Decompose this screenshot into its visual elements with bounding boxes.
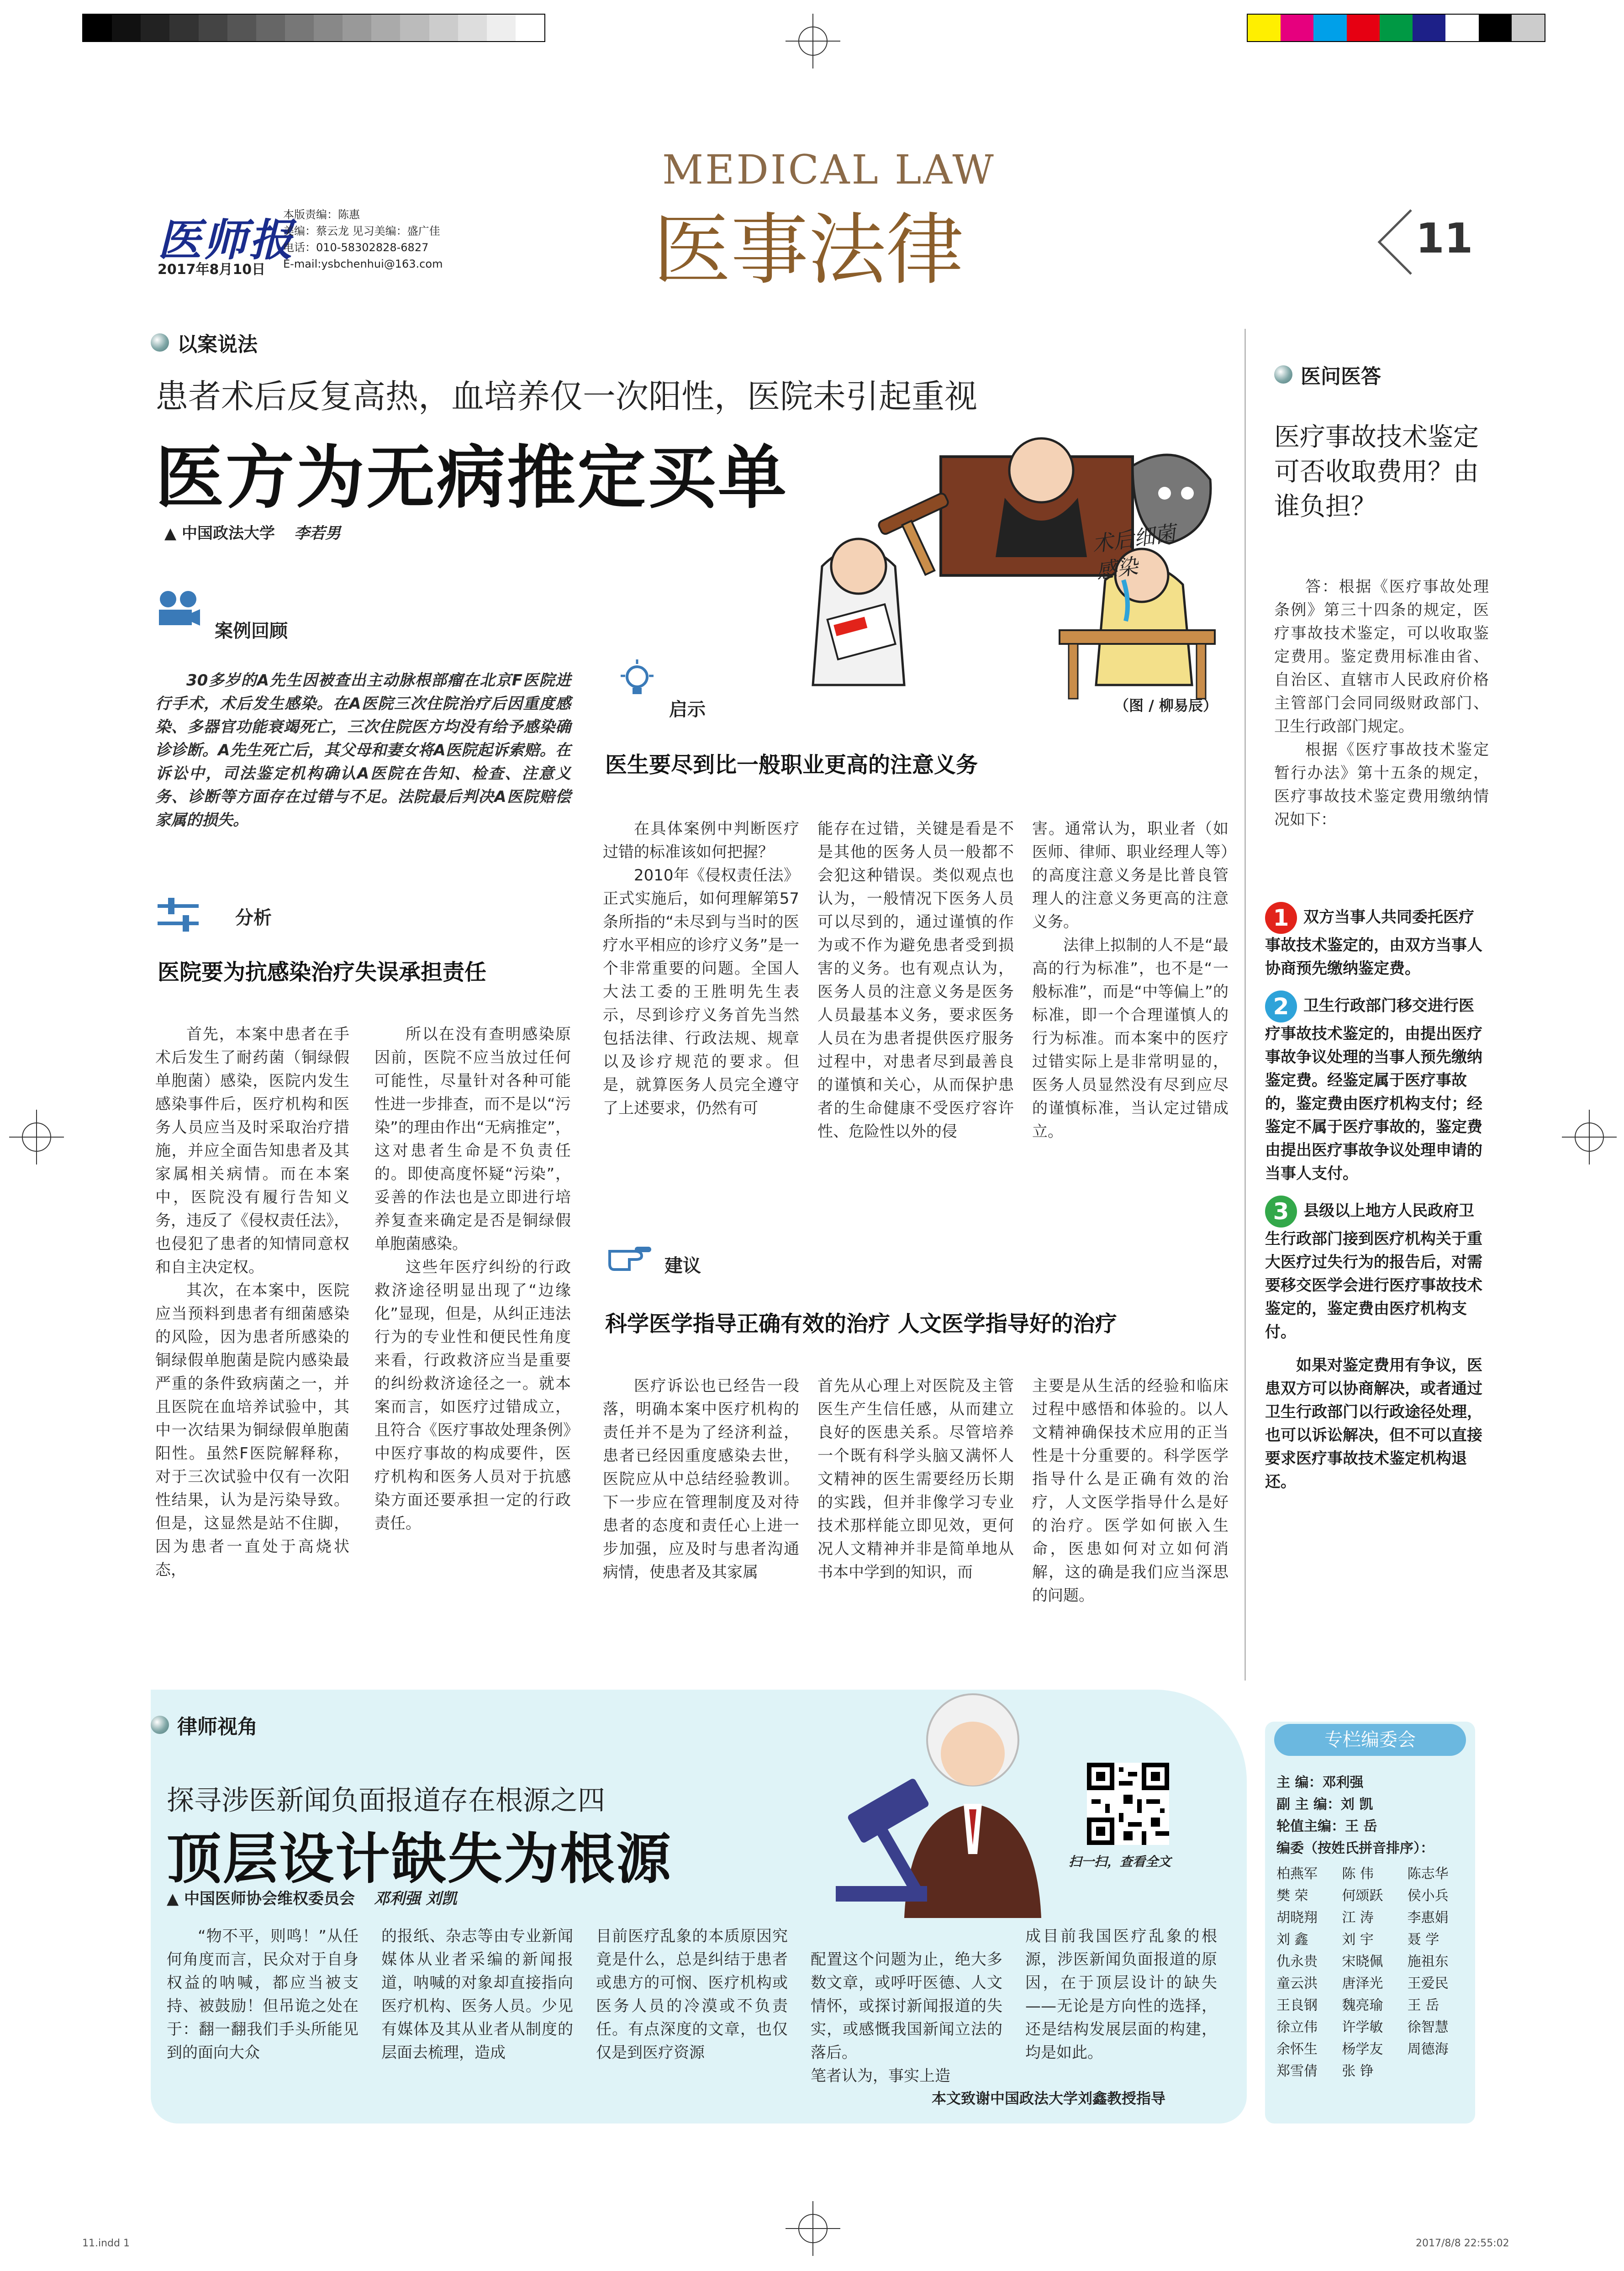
lawyer-byline: ▲ 中国医师协会维权委员会 邓利强 刘凯 bbox=[167, 1890, 457, 1908]
footer-file-name: 11.indd 1 bbox=[82, 2238, 130, 2249]
lawyer-column-4: 配置这个问题为止，绝大多数文章，或呼吁医德、人文情怀，或探讨新闻报道的失实，或感慨我国新闻立法的落后。 笔者认为，事实上造 bbox=[811, 1950, 1002, 2085]
insight-column-3: 害。通常认为，职业者（如医师、律师、职业经理人等）的高度注意义务是比普良管理人的注意义务更高的注意义务。 法律上拟制的人不是“最高的行为标准”，也不是“一般标准”，而是“中等偏上”的标准，即一个合理谨慎人的行为标准。而本案中的医疗过错实际上是非常明显的，医务人员显然没有尽到应尽的谨慎标准，当认定过错成立。 bbox=[1032, 820, 1229, 1141]
lawyer-thanks: 本文致谢中国政法大学刘鑫教授指导 bbox=[932, 2090, 1166, 2107]
column-tag-qa: 医问医答 bbox=[1274, 360, 1381, 389]
analysis-head: 分析 bbox=[235, 907, 272, 928]
qa-items bbox=[1265, 902, 1489, 1494]
color-bar bbox=[1247, 14, 1545, 42]
advice-column-1: 医疗诉讼也已经告一段落，明确本案中医疗机构的责任并不是为了经济利益，患者已经因重度感染去世，医院应从中总结经验教训。下一步应在管理制度及对待患者的态度和责任心上进一步加强，应及时与患者沟通病情，使患者及其家属 bbox=[603, 1377, 799, 1581]
column-divider bbox=[1244, 329, 1246, 1681]
editorial-board-title: 专栏编委会 bbox=[1274, 1724, 1466, 1756]
case-headline: 医方为无病推定买单 bbox=[155, 438, 789, 518]
registration-mark-top bbox=[786, 14, 840, 68]
editorial-board-members: 柏燕军 陈 伟 陈志华 樊 荣 何颂跃 侯小兵 胡晓翔 江 涛 李惠娟 刘 鑫 刘 宇 聂 学 仇永贵 宋晓佩 施祖东 童云洪 唐泽光 王爱民 王良钢 魏亮瑜 王 岳 徐立伟 许学敏 徐智慧 余怀生 杨学友 周德海 郑雪倩 张 铮 bbox=[1276, 1866, 1449, 2079]
section-title: 医事法律 bbox=[653, 205, 964, 295]
editor-credits: 本版责编：陈惠 美编：蔡云龙 见习美编：盛广佳 电话：010-58302828-6827 E-mail:ysbchenhui@163.com bbox=[283, 208, 443, 270]
grayscale-bar bbox=[82, 14, 545, 42]
registration-mark-left bbox=[9, 1110, 64, 1164]
case-byline: ▲ 中国政法大学 李若男 bbox=[164, 524, 341, 543]
registration-mark-bottom bbox=[786, 2201, 840, 2256]
qa-answer: 答：根据《医疗事故处理条例》第三十四条的规定，医疗事故技术鉴定，可以收取鉴定费用。鉴定费用标准由省、自治区、直辖市人民政府价格主管部门会同同级财政部门、卫生行政部门规定。 根据《医疗事故技术鉴定暂行办法》第十五条的规定，医疗事故技术鉴定费用缴纳情况如下： bbox=[1274, 578, 1489, 829]
insight-column-2: 能存在过错，关键是看是不是其他的医务人员一般都不会犯这种错误。类似观点也认为，一般情况下医务人员可以尽到的，通过谨慎的作为或不作为避免患者受到损害的义务。也有观点认为，医务人员的注意义务是医务人员最基本义务，要求医务人员在为患者提供医疗服务过程中，对患者尽到最善良的谨慎和关心，从而保护患者的生命健康不受医疗容许性、危险性以外的侵 bbox=[817, 820, 1014, 1141]
lightbulb-icon bbox=[614, 658, 660, 699]
lawyer-column-5: 成目前我国医疗乱象的根源，涉医新闻负面报道的原因，在于顶层设计的缺失——无论是方向性的选择，还是结构发展层面的构建，均是如此。 bbox=[1025, 1927, 1217, 2062]
footer-timestamp: 2017/8/8 22:55:02 bbox=[1416, 2238, 1509, 2249]
insight-column-1: 在具体案例中判断医疗过错的标准该如何把握？ 2010年《侵权责任法》正式实施后，如何理解第57条所指的“未尽到与当时的医疗水平相应的诊疗义务”是一个非常重要的问题。全国人大法工委的王胜明先生表示，尽到诊疗义务首先当然包括法律、行政法规、规章以及诊疗规范的要求。但是，就算医务人员完全遵守了上述要求，仍然有可 bbox=[603, 820, 799, 1117]
lawyer-column-2: 的报纸、杂志等由专业新闻媒体从业者采编的新闻报道，呐喊的对象却直接指向医疗机构、医务人员。少见有媒体及其从业者从制度的层面去梳理，造成 bbox=[381, 1927, 573, 2062]
number-badge: 3 bbox=[1265, 1196, 1297, 1228]
bullet-icon bbox=[151, 1716, 169, 1734]
lawyer-column-3: 目前医疗乱象的本质原因究竟是什么，总是纠结于患者或患方的可悯、医疗机构或医务人员的冷漠或不负责任。有点深度的文章，也仅仅是到医疗资源 bbox=[596, 1927, 788, 2062]
advice-subhead: 科学医学指导正确有效的治疗 人文医学指导好的治疗 bbox=[605, 1311, 1117, 1337]
review-head: 案例回顾 bbox=[215, 621, 288, 642]
case-review-text: 30多岁的A先生因被查出主动脉根部瘤在北京F医院进行手术，术后发生感染。在A医院三次住院治疗后因重度感染、多器官功能衰竭死亡，三次住院医方均没有给予感染确诊诊断。A先生死亡后，其父母和妻女将A医院起诉索赔。在诉讼中，司法鉴定机构确认A医院在告知、检查、注意义务、诊断等方面存在过错与不足。法院最后判决A医院赔偿家属的损失。 bbox=[155, 671, 571, 829]
qa-question: 医疗事故技术鉴定可否收取费用？由谁负担？ bbox=[1274, 422, 1479, 522]
column-tag-lawyer: 律师视角 bbox=[151, 1710, 258, 1739]
pointing-hand-icon bbox=[607, 1233, 653, 1274]
analysis-column-1: 首先，本案中患者在手术后发生了耐药菌（铜绿假单胞菌）感染，医院内发生感染事件后，医疗机构和医务人员应当及时采取治疗措施，并应全面告知患者及其家属相关病情。而在本案中，医院没有履行告知义务，违反了《侵权责任法》，也侵犯了患者的知情同意权和自主决定权。 其次，在本案中，医院应当预料到患者有细菌感染的风险，因为患者所感染的铜绿假单胞菌是院内感染最严重的条件致病菌之一，并且医院在血培养试验中，其中一次结果为铜绿假单胞菌阳性。虽然F医院解释称，对于三次试验中仅有一次阳性结果，认为是污染导致。但是，这显然是站不住脚，因为患者一直处于高烧状态， bbox=[155, 1025, 349, 1579]
illustration-credit: （图 / 柳易辰） bbox=[1114, 697, 1218, 714]
film-reel-icon bbox=[155, 589, 201, 630]
section-title-english: MEDICAL LAW bbox=[662, 146, 996, 193]
number-badge: 1 bbox=[1265, 902, 1297, 934]
number-badge: 2 bbox=[1265, 991, 1297, 1022]
analysis-sliders-icon bbox=[155, 895, 201, 936]
qr-caption: 扫一扫，查看全文 bbox=[1069, 1854, 1171, 1869]
column-tag-case: 以案说法 bbox=[151, 328, 258, 357]
judge-gavel-illustration bbox=[836, 1690, 1091, 1918]
illustration-label: 术后细菌感染 bbox=[1091, 520, 1177, 584]
newspaper-logo: 医师报 bbox=[158, 214, 295, 266]
analysis-subhead: 医院要为抗感染治疗失误承担责任 bbox=[158, 959, 487, 985]
case-kicker: 患者术后反复高热，血培养仅一次阳性，医院未引起重视 bbox=[155, 377, 978, 416]
lawyer-kicker: 探寻涉医新闻负面报道存在根源之四 bbox=[167, 1785, 605, 1817]
bullet-icon bbox=[151, 333, 169, 352]
qr-code[interactable] bbox=[1087, 1763, 1169, 1845]
page-number-chevron-icon bbox=[1375, 208, 1416, 276]
registration-mark-right bbox=[1562, 1110, 1617, 1164]
lawyer-headline: 顶层设计缺失为根源 bbox=[167, 1828, 672, 1891]
advice-column-3: 主要是从生活的经验和临床过程中感悟和体验的。以人文精神确保技术应用的正当性是十分重要的。科学医学指导什么是正确有效的治疗，人文医学指导什么是好的治疗。医学如何嵌入生命，医患如何对立如何消解，这的确是我们应当深思的问题。 bbox=[1032, 1377, 1229, 1605]
bullet-icon bbox=[1274, 365, 1292, 384]
insight-subhead: 医生要尽到比一般职业更高的注意义务 bbox=[605, 752, 978, 778]
advice-column-2: 首先从心理上对医院及主管医生产生信任感，从而建立良好的医患关系。尽管培养一个既有科学头脑又满怀人文精神的医生需要经历长期的实践，但并非像学习专业技术那样能立即见效，更何况人文精神并非是简单地从书本中学到的知识，而 bbox=[817, 1377, 1014, 1581]
insight-head: 启示 bbox=[669, 699, 706, 720]
qa-item: 1 双方当事人共同委托医疗事故技术鉴定的，由双方当事人协商预先缴纳鉴定费。 bbox=[1265, 902, 1489, 980]
issue-date: 2017年8月10日 bbox=[158, 262, 266, 278]
page-number: 11 bbox=[1416, 215, 1473, 263]
qa-closing: 如果对鉴定费用有争议，医患双方可以协商解决，或者通过卫生行政部门以行政途径处理，也可以诉讼解决，但不可以直接要求医疗事故技术鉴定机构退还。 bbox=[1265, 1356, 1482, 1491]
lawyer-column-1: “物不平，则鸣！”从任何角度而言，民众对于自身权益的呐喊，都应当被支持、被鼓励！但吊诡之处在于：翻一翻我们手头所能见到的面向大众 bbox=[167, 1927, 359, 2062]
analysis-column-2: 所以在没有查明感染原因前，医院不应当放过任何可能性，尽量针对各种可能性进一步排查，而不是以“污染”的理由作出“无病推定”，这对患者生命是不负责任的。即使高度怀疑“污染”，妥善的作法也是立即进行培养复查来确定是否是铜绿假单胞菌感染。 这些年医疗纠纷的行政救济途径明显出现了“边缘化”显现，但是，从纠正违法行为的专业性和便民性角度来看，行政救济应当是重要的纠纷救济途径之一。就本案而言，如医疗过错成立，且符合《医疗事故处理条例》中医疗事故的构成要件，医疗机构和医务人员对于抗感染方面还要承担一定的行政责任。 bbox=[374, 1025, 571, 1533]
advice-head: 建议 bbox=[664, 1255, 701, 1276]
qa-item: 2 卫生行政部门移交进行医疗事故技术鉴定的，由提出医疗事故争议处理的当事人预先缴纳鉴定费。经鉴定属于医疗事故的，鉴定费由医疗机构支付；经鉴定不属于医疗事故的，鉴定费由提出医疗事故争议处理申请的当事人支付。 bbox=[1265, 991, 1489, 1186]
editorial-board-leads: 主 编：邓利强 副 主 编：刘 凯 轮值主编：王 岳 编委（按姓氏拼音排序）： bbox=[1276, 1775, 1434, 1856]
qa-item: 3 县级以上地方人民政府卫生行政部门接到医疗机构关于重大医疗过失行为的报告后，对需要移交医学会进行医疗事故技术鉴定的，鉴定费由医疗机构支付。 bbox=[1265, 1196, 1489, 1344]
